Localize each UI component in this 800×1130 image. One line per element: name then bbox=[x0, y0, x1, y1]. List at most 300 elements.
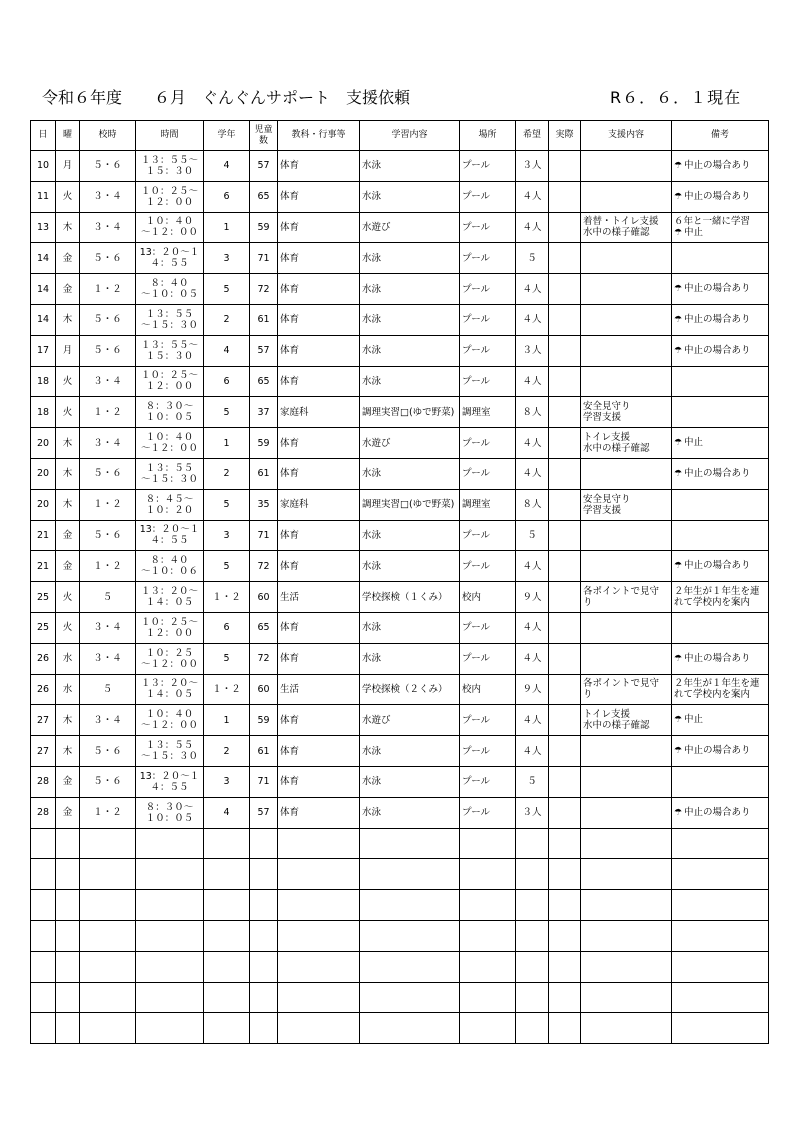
empty-cell bbox=[204, 982, 250, 1013]
empty-cell bbox=[278, 1013, 360, 1044]
cell-line bbox=[583, 216, 669, 227]
cell-text: 学習支援 bbox=[583, 412, 622, 424]
table-row bbox=[31, 520, 769, 551]
empty-cell bbox=[581, 1013, 672, 1044]
learning-content-cell: 水遊び bbox=[360, 428, 460, 459]
actual-count-cell bbox=[549, 705, 581, 736]
column-header: 曜 bbox=[56, 121, 80, 151]
table-row bbox=[31, 736, 769, 767]
cell-line bbox=[674, 160, 766, 172]
empty-cell bbox=[204, 859, 250, 890]
period-cell: ５・６ bbox=[80, 736, 136, 767]
cell-line bbox=[138, 782, 201, 793]
cell-line bbox=[138, 524, 201, 535]
cell-text: ８：３０～ bbox=[145, 801, 194, 813]
cell-text: １２：００ bbox=[145, 381, 194, 393]
subject-cell: 体育 bbox=[278, 212, 360, 243]
cell-text: ～１２：００ bbox=[140, 720, 198, 732]
column-header: 場所 bbox=[460, 121, 516, 151]
requested-count-cell: ４人 bbox=[516, 551, 549, 582]
grade-cell: 5 bbox=[204, 397, 250, 428]
table-row bbox=[31, 428, 769, 459]
umbrella-icon: ☂ bbox=[674, 653, 683, 664]
student-count-cell: 65 bbox=[250, 181, 278, 212]
empty-cell bbox=[549, 1013, 581, 1044]
empty-cell bbox=[204, 828, 250, 859]
place-cell: プール bbox=[460, 612, 516, 643]
empty-cell bbox=[360, 859, 460, 890]
subject-cell: 体育 bbox=[278, 366, 360, 397]
requested-count-cell: ４人 bbox=[516, 643, 549, 674]
empty-cell bbox=[516, 951, 549, 982]
cell-line bbox=[674, 216, 766, 227]
weekday-cell: 水 bbox=[56, 643, 80, 674]
cell-text: 中止の場合あり bbox=[684, 344, 751, 356]
empty-cell bbox=[56, 951, 80, 982]
subject-cell: 体育 bbox=[278, 458, 360, 489]
weekday-cell: 木 bbox=[56, 705, 80, 736]
notes-cell bbox=[672, 551, 769, 582]
learning-content-cell: 水泳 bbox=[360, 151, 460, 182]
cell-text: 中止の場合あり bbox=[684, 190, 751, 202]
empty-cell bbox=[56, 920, 80, 951]
actual-count-cell bbox=[549, 366, 581, 397]
time-cell bbox=[136, 428, 204, 459]
notes-cell bbox=[672, 797, 769, 828]
column-header: 時間 bbox=[136, 121, 204, 151]
table-row bbox=[31, 489, 769, 520]
table-row bbox=[31, 643, 769, 674]
requested-count-cell: ３人 bbox=[516, 151, 549, 182]
empty-cell bbox=[204, 1013, 250, 1044]
umbrella-icon: ☂ bbox=[674, 468, 683, 479]
cell-text: ～１５：３０ bbox=[140, 751, 198, 763]
cell-line bbox=[138, 155, 201, 166]
table-header-row bbox=[31, 121, 769, 151]
day-cell: 28 bbox=[31, 797, 56, 828]
place-cell: 校内 bbox=[460, 582, 516, 613]
actual-count-cell bbox=[549, 274, 581, 305]
learning-content-cell: 水泳 bbox=[360, 366, 460, 397]
empty-cell bbox=[80, 828, 136, 859]
cell-text: １３：２０～ bbox=[140, 678, 198, 690]
cell-text: 学習支援 bbox=[583, 504, 622, 516]
notes-cell bbox=[672, 582, 769, 613]
empty-cell bbox=[460, 890, 516, 921]
empty-cell bbox=[80, 920, 136, 951]
student-count-cell: 61 bbox=[250, 304, 278, 335]
cell-text: １０：０５ bbox=[145, 812, 194, 824]
support-content-cell bbox=[581, 612, 672, 643]
cell-text: 中止の場合あり bbox=[684, 560, 751, 572]
learning-content-cell: 水泳 bbox=[360, 274, 460, 305]
notes-cell bbox=[672, 489, 769, 520]
cell-text: 水中の様子確認 bbox=[583, 720, 650, 732]
empty-cell bbox=[31, 951, 56, 982]
cell-line bbox=[674, 437, 766, 449]
requested-count-cell: ９人 bbox=[516, 674, 549, 705]
grade-cell: 6 bbox=[204, 366, 250, 397]
cell-text: １０：２５～ bbox=[140, 616, 198, 628]
cell-text: １２：００ bbox=[145, 196, 194, 208]
cell-line bbox=[138, 227, 201, 238]
cell-text: れて学校内を案内 bbox=[674, 597, 751, 609]
cell-line bbox=[138, 751, 201, 762]
support-content-cell bbox=[581, 212, 672, 243]
empty-cell bbox=[250, 982, 278, 1013]
column-header: 教科・行事等 bbox=[278, 121, 360, 151]
support-request-table bbox=[30, 120, 769, 1044]
empty-row bbox=[31, 982, 769, 1013]
learning-content-cell: 水泳 bbox=[360, 458, 460, 489]
cell-line bbox=[674, 314, 766, 326]
cell-text: ４：５５ bbox=[150, 258, 189, 270]
empty-cell bbox=[31, 828, 56, 859]
cell-text: １０：２５～ bbox=[140, 185, 198, 197]
cell-line bbox=[138, 289, 201, 300]
cell-text: 中止 bbox=[684, 714, 704, 726]
cell-text: 13：２０～１ bbox=[139, 247, 200, 259]
time-cell bbox=[136, 366, 204, 397]
empty-cell bbox=[460, 1013, 516, 1044]
subject-cell: 体育 bbox=[278, 766, 360, 797]
grade-cell: 5 bbox=[204, 489, 250, 520]
cell-text: ２年生が１年生を連 bbox=[674, 678, 760, 690]
cell-text: 各ポイントで見守 bbox=[583, 586, 660, 598]
learning-content-cell: 水泳 bbox=[360, 643, 460, 674]
table-row bbox=[31, 458, 769, 489]
cell-text: １３：５５～ bbox=[140, 339, 198, 351]
table-row bbox=[31, 212, 769, 243]
empty-cell bbox=[80, 951, 136, 982]
subject-cell: 体育 bbox=[278, 151, 360, 182]
cell-line bbox=[138, 597, 201, 608]
student-count-cell: 72 bbox=[250, 551, 278, 582]
subject-cell: 体育 bbox=[278, 705, 360, 736]
column-header: 学年 bbox=[204, 121, 250, 151]
empty-cell bbox=[136, 828, 204, 859]
empty-cell bbox=[672, 859, 769, 890]
cell-text: ～１０：０５ bbox=[140, 289, 198, 301]
empty-cell bbox=[80, 1013, 136, 1044]
place-cell: プール bbox=[460, 151, 516, 182]
period-cell: ５ bbox=[80, 582, 136, 613]
day-cell: 13 bbox=[31, 212, 56, 243]
cell-text: ～１２：００ bbox=[140, 658, 198, 670]
cell-text: １５：３０ bbox=[145, 165, 194, 177]
day-cell: 25 bbox=[31, 612, 56, 643]
cell-text: 水中の様子確認 bbox=[583, 443, 650, 455]
student-count-cell: 61 bbox=[250, 736, 278, 767]
actual-count-cell bbox=[549, 181, 581, 212]
cell-line bbox=[138, 370, 201, 381]
cell-line bbox=[138, 216, 201, 227]
empty-cell bbox=[250, 1013, 278, 1044]
period-cell: ３・４ bbox=[80, 612, 136, 643]
student-count-cell: 65 bbox=[250, 366, 278, 397]
grade-cell: 3 bbox=[204, 766, 250, 797]
learning-content-cell: 水泳 bbox=[360, 304, 460, 335]
learning-content-cell: 水遊び bbox=[360, 705, 460, 736]
day-cell: 20 bbox=[31, 489, 56, 520]
table-row bbox=[31, 243, 769, 274]
empty-cell bbox=[549, 828, 581, 859]
cell-line bbox=[674, 689, 766, 700]
subject-cell: 体育 bbox=[278, 797, 360, 828]
student-count-cell: 57 bbox=[250, 151, 278, 182]
empty-cell bbox=[360, 828, 460, 859]
subject-cell: 体育 bbox=[278, 304, 360, 335]
empty-cell bbox=[516, 982, 549, 1013]
time-cell bbox=[136, 243, 204, 274]
place-cell: プール bbox=[460, 705, 516, 736]
day-cell: 20 bbox=[31, 458, 56, 489]
learning-content-cell: 学校探検（１くみ） bbox=[360, 582, 460, 613]
empty-cell bbox=[581, 890, 672, 921]
cell-text: り bbox=[583, 689, 593, 701]
cell-text: １０：４０ bbox=[145, 216, 194, 228]
empty-cell bbox=[204, 920, 250, 951]
table-row bbox=[31, 766, 769, 797]
actual-count-cell bbox=[549, 428, 581, 459]
requested-count-cell: ９人 bbox=[516, 582, 549, 613]
requested-count-cell: ４人 bbox=[516, 181, 549, 212]
actual-count-cell bbox=[549, 797, 581, 828]
requested-count-cell: ５ bbox=[516, 766, 549, 797]
empty-cell bbox=[204, 890, 250, 921]
day-cell: 11 bbox=[31, 181, 56, 212]
requested-count-cell: ４人 bbox=[516, 736, 549, 767]
time-cell bbox=[136, 304, 204, 335]
student-count-cell: 57 bbox=[250, 335, 278, 366]
actual-count-cell bbox=[549, 520, 581, 551]
period-cell: ５・６ bbox=[80, 766, 136, 797]
cell-text: 中止 bbox=[684, 226, 704, 238]
empty-cell bbox=[516, 859, 549, 890]
cell-line bbox=[674, 468, 766, 480]
place-cell: プール bbox=[460, 428, 516, 459]
student-count-cell: 35 bbox=[250, 489, 278, 520]
notes-cell bbox=[672, 366, 769, 397]
cell-text: １０：２５～ bbox=[140, 370, 198, 382]
student-count-cell: 57 bbox=[250, 797, 278, 828]
subject-cell: 生活 bbox=[278, 582, 360, 613]
empty-cell bbox=[31, 1013, 56, 1044]
cell-line bbox=[674, 653, 766, 665]
column-header: 実際 bbox=[549, 121, 581, 151]
empty-cell bbox=[360, 890, 460, 921]
weekday-cell: 金 bbox=[56, 274, 80, 305]
empty-cell bbox=[80, 982, 136, 1013]
empty-cell bbox=[31, 920, 56, 951]
empty-cell bbox=[549, 890, 581, 921]
time-cell bbox=[136, 520, 204, 551]
cell-text: １０：４０ bbox=[145, 709, 194, 721]
period-cell: ５・６ bbox=[80, 304, 136, 335]
time-cell bbox=[136, 674, 204, 705]
student-count-cell: 59 bbox=[250, 705, 278, 736]
support-content-cell bbox=[581, 520, 672, 551]
cell-text: トイレ支援 bbox=[583, 709, 631, 721]
cell-text: り bbox=[583, 597, 593, 609]
time-cell bbox=[136, 643, 204, 674]
weekday-cell: 火 bbox=[56, 181, 80, 212]
notes-cell bbox=[672, 151, 769, 182]
day-cell: 14 bbox=[31, 243, 56, 274]
time-cell bbox=[136, 705, 204, 736]
actual-count-cell bbox=[549, 736, 581, 767]
table-row bbox=[31, 181, 769, 212]
day-cell: 27 bbox=[31, 705, 56, 736]
weekday-cell: 火 bbox=[56, 397, 80, 428]
cell-line bbox=[138, 351, 201, 362]
weekday-cell: 金 bbox=[56, 766, 80, 797]
time-cell bbox=[136, 212, 204, 243]
learning-content-cell: 調理実習□(ゆで野菜) bbox=[360, 397, 460, 428]
empty-cell bbox=[80, 859, 136, 890]
period-cell: ５ bbox=[80, 674, 136, 705]
cell-line bbox=[674, 678, 766, 689]
cell-line bbox=[583, 709, 669, 720]
student-count-cell: 59 bbox=[250, 212, 278, 243]
empty-row bbox=[31, 920, 769, 951]
empty-cell bbox=[136, 859, 204, 890]
empty-cell bbox=[31, 982, 56, 1013]
grade-cell: 3 bbox=[204, 243, 250, 274]
subject-cell: 体育 bbox=[278, 428, 360, 459]
cell-text: 安全見守り bbox=[583, 493, 631, 505]
cell-text: 中止の場合あり bbox=[684, 313, 751, 325]
weekday-cell: 金 bbox=[56, 243, 80, 274]
learning-content-cell: 水泳 bbox=[360, 181, 460, 212]
time-cell bbox=[136, 551, 204, 582]
umbrella-icon: ☂ bbox=[674, 746, 683, 757]
umbrella-icon: ☂ bbox=[674, 284, 683, 295]
period-cell: １・２ bbox=[80, 489, 136, 520]
weekday-cell: 火 bbox=[56, 582, 80, 613]
column-header: 校時 bbox=[80, 121, 136, 151]
day-cell: 17 bbox=[31, 335, 56, 366]
weekday-cell: 月 bbox=[56, 335, 80, 366]
cell-line bbox=[138, 689, 201, 700]
cell-line bbox=[138, 566, 201, 577]
cell-line bbox=[583, 412, 669, 423]
table-row bbox=[31, 612, 769, 643]
cell-line bbox=[138, 432, 201, 443]
cell-text: ８：４０ bbox=[150, 278, 189, 290]
empty-cell bbox=[360, 951, 460, 982]
weekday-cell: 火 bbox=[56, 366, 80, 397]
empty-cell bbox=[672, 982, 769, 1013]
empty-cell bbox=[56, 859, 80, 890]
day-cell: 14 bbox=[31, 304, 56, 335]
cell-line bbox=[138, 381, 201, 392]
cell-line bbox=[583, 443, 669, 454]
cell-line bbox=[138, 802, 201, 813]
period-cell: ３・４ bbox=[80, 705, 136, 736]
table-row bbox=[31, 151, 769, 182]
cell-line bbox=[583, 689, 669, 700]
support-content-cell bbox=[581, 705, 672, 736]
cell-line bbox=[138, 740, 201, 751]
column-header: 支援内容 bbox=[581, 121, 672, 151]
cell-line bbox=[138, 617, 201, 628]
weekday-cell: 金 bbox=[56, 551, 80, 582]
table-row bbox=[31, 797, 769, 828]
actual-count-cell bbox=[549, 212, 581, 243]
time-cell bbox=[136, 397, 204, 428]
requested-count-cell: ８人 bbox=[516, 489, 549, 520]
place-cell: 調理室 bbox=[460, 489, 516, 520]
empty-cell bbox=[250, 890, 278, 921]
subject-cell: 体育 bbox=[278, 643, 360, 674]
grade-cell: 5 bbox=[204, 274, 250, 305]
empty-row bbox=[31, 828, 769, 859]
empty-cell bbox=[56, 890, 80, 921]
cell-line bbox=[583, 720, 669, 731]
cell-text: １０：２５ bbox=[145, 647, 194, 659]
weekday-cell: 木 bbox=[56, 736, 80, 767]
subject-cell: 体育 bbox=[278, 274, 360, 305]
cell-text: １３：２０～ bbox=[140, 586, 198, 598]
cell-line bbox=[583, 505, 669, 516]
notes-cell bbox=[672, 643, 769, 674]
time-cell bbox=[136, 612, 204, 643]
subject-cell: 生活 bbox=[278, 674, 360, 705]
table-row bbox=[31, 366, 769, 397]
cell-line bbox=[583, 227, 669, 238]
grade-cell: 4 bbox=[204, 797, 250, 828]
cell-text: １２：００ bbox=[145, 627, 194, 639]
cell-line bbox=[138, 309, 201, 320]
support-content-cell bbox=[581, 366, 672, 397]
period-cell: １・２ bbox=[80, 797, 136, 828]
empty-cell bbox=[581, 859, 672, 890]
support-content-cell bbox=[581, 428, 672, 459]
cell-text: １０：２０ bbox=[145, 504, 194, 516]
period-cell: ３・４ bbox=[80, 181, 136, 212]
cell-line bbox=[138, 720, 201, 731]
place-cell: プール bbox=[460, 520, 516, 551]
grade-cell: １・２ bbox=[204, 582, 250, 613]
cell-text: １４：０５ bbox=[145, 597, 194, 609]
student-count-cell: 72 bbox=[250, 643, 278, 674]
table-row bbox=[31, 582, 769, 613]
cell-line bbox=[138, 166, 201, 177]
empty-cell bbox=[250, 951, 278, 982]
place-cell: 調理室 bbox=[460, 397, 516, 428]
notes-cell bbox=[672, 705, 769, 736]
place-cell: プール bbox=[460, 736, 516, 767]
empty-cell bbox=[136, 951, 204, 982]
student-count-cell: 59 bbox=[250, 428, 278, 459]
subject-cell: 家庭科 bbox=[278, 489, 360, 520]
day-cell: 20 bbox=[31, 428, 56, 459]
place-cell: プール bbox=[460, 335, 516, 366]
support-content-cell bbox=[581, 766, 672, 797]
empty-cell bbox=[278, 920, 360, 951]
cell-text: ～１５：３０ bbox=[140, 319, 198, 331]
requested-count-cell: ４人 bbox=[516, 705, 549, 736]
cell-line bbox=[674, 560, 766, 572]
requested-count-cell: ３人 bbox=[516, 797, 549, 828]
weekday-cell: 木 bbox=[56, 489, 80, 520]
cell-line bbox=[138, 555, 201, 566]
empty-cell bbox=[136, 920, 204, 951]
empty-cell bbox=[56, 828, 80, 859]
support-content-cell bbox=[581, 397, 672, 428]
table-row bbox=[31, 397, 769, 428]
